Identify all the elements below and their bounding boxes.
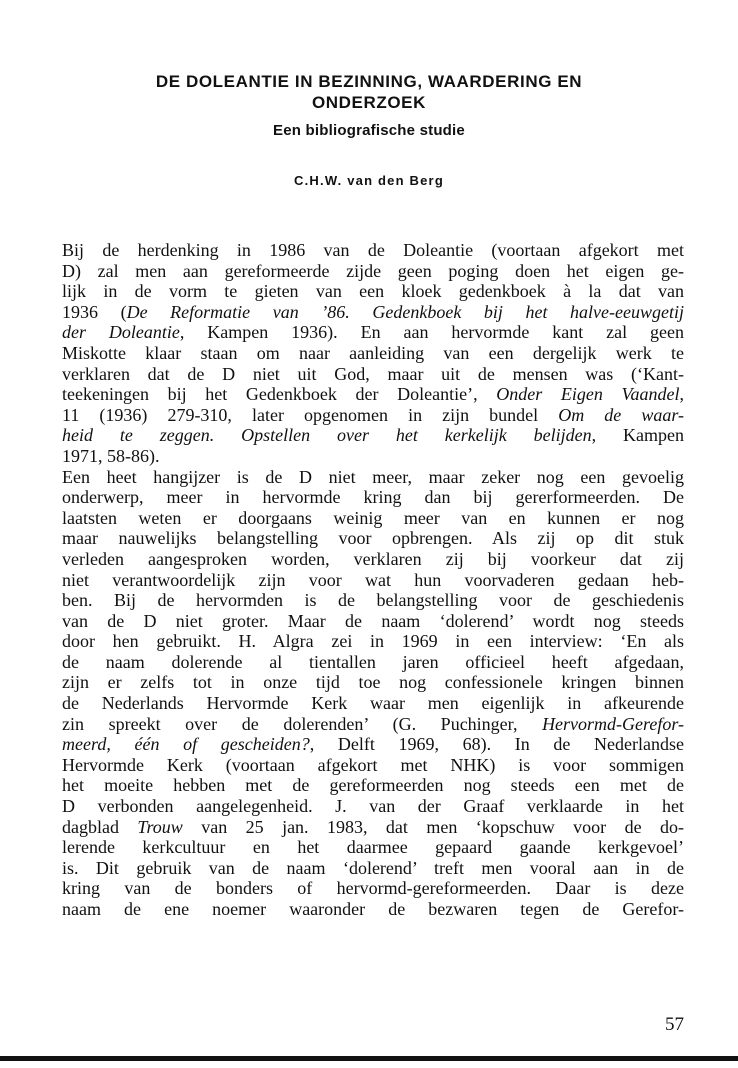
body-line: kring van de bonders of hervormd-gereformeerden. Daar is deze <box>62 878 684 899</box>
body-line: Hervormde Kerk (voortaan afgekort met NHK) is voor sommigen <box>62 754 684 775</box>
body-line <box>62 322 684 343</box>
body-line: de Nederlands Hervormde Kerk waar men eigenlijk in afkeurende <box>62 693 684 714</box>
body-line: Miskotte klaar staan om naar aanleiding van een dergelijk werk te <box>62 342 684 363</box>
bottom-rule <box>0 1056 738 1061</box>
italic-text: der Doleantie <box>62 322 180 343</box>
article-title-line-2: ONDERZOEK <box>311 93 427 112</box>
body-line: Bij de herdenking in 1986 van de Doleantie (voortaan afgekort met <box>62 240 684 260</box>
body-line <box>62 405 684 426</box>
text-span: , Delft 1969, 68). In de Nederlandse <box>309 734 684 755</box>
text-span: , Kampen 1936). En aan hervormde kant zal geen <box>179 322 684 343</box>
body-text <box>62 240 684 920</box>
italic-text: Hervormd-Gerefor- <box>542 713 684 734</box>
body-line: de naam dolerende al tientallen jaren officieel heeft afgedaan, <box>62 651 684 672</box>
body-line: Een heet hangijzer is de D niet meer, maar zeker nog een gevoelig <box>62 466 684 487</box>
body-line: D) zal men aan gereformeerde zijde geen poging doen het eigen ge- <box>62 260 684 281</box>
body-line: lijk in de vorm te gieten van een kloek gedenkboek à la dat van <box>62 281 684 302</box>
text-span: 1936 ( <box>62 301 127 322</box>
body-line: lerende kerkcultuur en het daarmee gepaard gaande kerkgevoel’ <box>62 837 684 858</box>
page-number: 57 <box>665 1014 684 1035</box>
body-line: van de D niet groter. Maar de naam ‘dolerend’ wordt nog steeds <box>62 610 684 631</box>
text-span: zin spreekt over de dolerenden’ (G. Puchinger, <box>62 713 543 734</box>
italic-text: De Reformatie van ’86. Gedenkboek bij het halve-eeuwgetij <box>126 301 684 322</box>
body-line <box>62 425 684 446</box>
italic-text: meerd, één of gescheiden? <box>62 734 310 755</box>
article-subtitle: Een bibliografische studie <box>273 122 465 139</box>
body-line <box>62 302 684 323</box>
body-line: 1971, 58-86). <box>62 445 160 466</box>
body-line: het moeite hebben met de gereformeerden nog steeds een met de <box>62 775 684 796</box>
italic-text: Trouw <box>137 816 183 837</box>
body-line: maar nauwelijks belangstelling voor opbrengen. Als zij op dit stuk <box>62 528 684 549</box>
body-line: verklaren dat de D niet uit God, maar uit de mensen was (‘Kant- <box>62 363 684 384</box>
body-line: ben. Bij de hervormden is de belangstelling voor de geschiedenis <box>62 590 684 611</box>
text-span: 11 (1936) 279-310, later opgenomen in zijn bundel <box>62 404 559 425</box>
article-author: C.H.W. van den Berg <box>294 173 444 188</box>
text-span: dagblad <box>62 816 138 837</box>
body-line: naam de ene noemer waaronder de bezwaren tegen de Gerefor- <box>62 899 684 919</box>
body-line: D verbonden aangelegenheid. J. van der Graaf verklaarde in het <box>62 796 684 817</box>
body-line <box>62 384 684 405</box>
text-span: , <box>679 384 684 405</box>
text-span: van 25 jan. 1983, dat men ‘kopschuw voor de do- <box>182 816 684 837</box>
body-line: door hen gebruikt. H. Algra zei in 1969 in een interview: ‘En als <box>62 631 684 652</box>
italic-text: heid te zeggen. Opstellen over het kerkelijk belijden <box>62 425 592 446</box>
italic-text: Om de waar- <box>558 404 684 425</box>
body-line <box>62 714 684 735</box>
text-span: , Kampen <box>591 425 684 446</box>
body-line: laatsten weten er doorgaans weinig meer van en kunnen er nog <box>62 507 684 528</box>
article-title-line-1: DE DOLEANTIE IN BEZINNING, WAARDERING EN <box>155 72 583 91</box>
body-line: verleden aangesproken worden, verklaren zij bij voorkeur dat zij <box>62 548 684 569</box>
body-line <box>62 734 684 755</box>
body-line: is. Dit gebruik van de naam ‘dolerend’ treft men vooral aan in de <box>62 857 684 878</box>
body-line <box>62 817 684 838</box>
italic-text: Onder Eigen Vaandel <box>496 384 680 405</box>
text-span: teekeningen bij het Gedenkboek der Doleantie’, <box>62 384 497 405</box>
body-line: onderwerp, meer in hervormde kring dan bij gererformeerden. De <box>62 487 684 508</box>
body-line: zijn er zelfs tot in onze tijd toe nog confessionele kringen binnen <box>62 672 684 693</box>
body-line: niet verantwoordelijk zijn voor wat hun voorvaderen gedaan heb- <box>62 569 684 590</box>
